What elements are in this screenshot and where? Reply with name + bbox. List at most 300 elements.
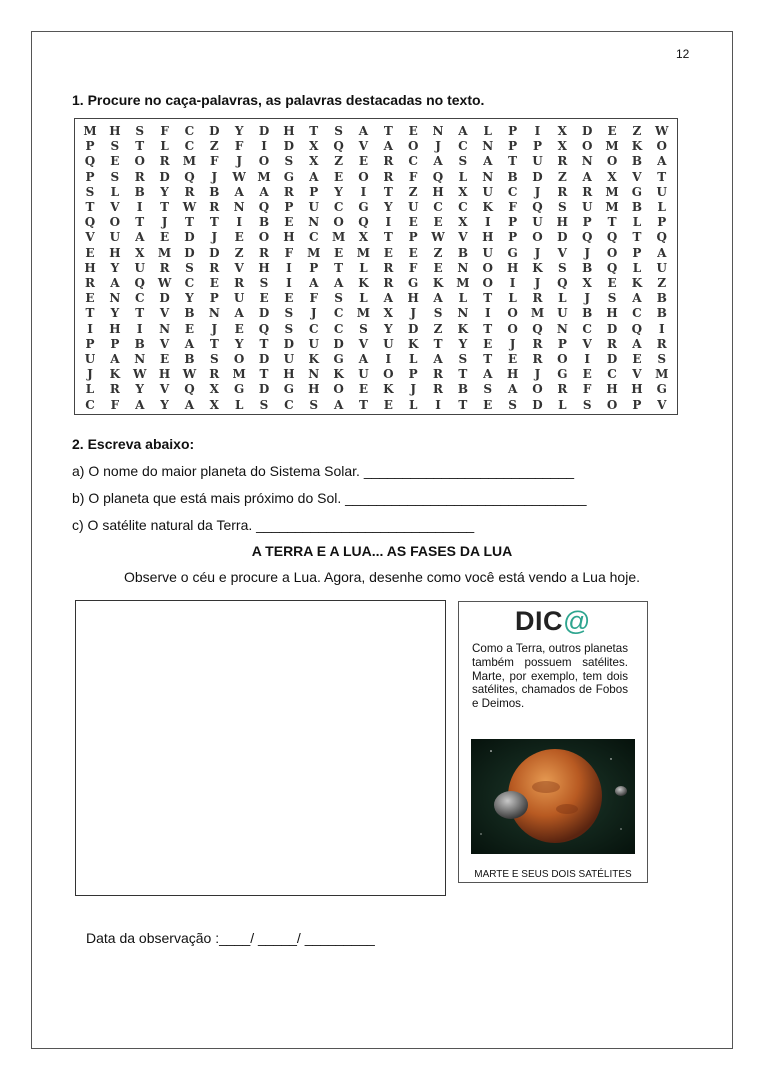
grid-letter[interactable]: O <box>233 352 245 366</box>
grid-letter[interactable]: N <box>109 291 121 306</box>
grid-letter[interactable]: S <box>135 124 145 138</box>
grid-letter[interactable]: O <box>358 169 369 184</box>
grid-letter[interactable]: I <box>360 184 367 199</box>
grid-letter[interactable]: A <box>657 154 667 169</box>
grid-letter[interactable]: G <box>234 382 245 397</box>
grid-letter[interactable]: S <box>458 154 468 169</box>
grid-letter[interactable]: Y <box>234 124 244 138</box>
grid-letter[interactable]: O <box>258 154 270 169</box>
grid-letter[interactable]: W <box>431 230 445 245</box>
grid-letter[interactable]: A <box>333 397 344 412</box>
grid-letter[interactable]: V <box>458 230 468 245</box>
grid-letter[interactable]: R <box>159 154 170 169</box>
grid-letter[interactable]: E <box>607 124 617 138</box>
grid-letter[interactable]: P <box>508 124 518 138</box>
grid-letter[interactable]: T <box>135 215 145 230</box>
grid-letter[interactable]: A <box>259 184 269 199</box>
grid-letter[interactable]: N <box>457 306 469 321</box>
grid-letter[interactable]: T <box>334 260 344 275</box>
grid-letter[interactable]: H <box>158 367 171 382</box>
grid-letter[interactable]: P <box>557 336 567 351</box>
grid-letter[interactable]: P <box>582 215 592 230</box>
grid-letter[interactable]: A <box>135 397 145 412</box>
grid-letter[interactable]: U <box>656 260 667 275</box>
grid-letter[interactable]: O <box>532 382 543 397</box>
grid-letter[interactable]: E <box>234 321 244 336</box>
grid-letter[interactable]: N <box>581 154 593 169</box>
grid-letter[interactable]: O <box>606 397 618 412</box>
grid-letter[interactable]: M <box>257 169 271 184</box>
grid-letter[interactable]: W <box>655 124 669 138</box>
grid-letter[interactable]: L <box>657 200 666 214</box>
grid-letter[interactable]: R <box>607 336 618 351</box>
grid-letter[interactable]: X <box>209 382 219 397</box>
grid-letter[interactable]: J <box>534 276 541 290</box>
grid-letter[interactable]: U <box>532 215 543 230</box>
grid-letter[interactable]: U <box>283 352 295 366</box>
grid-letter[interactable]: G <box>333 352 344 366</box>
grid-letter[interactable]: S <box>85 184 95 199</box>
grid-letter[interactable]: V <box>159 336 170 351</box>
grid-letter[interactable]: D <box>209 245 220 260</box>
grid-letter[interactable]: C <box>458 200 468 214</box>
grid-letter[interactable]: I <box>435 397 441 412</box>
grid-letter[interactable]: E <box>483 397 493 412</box>
grid-letter[interactable]: Y <box>185 291 194 306</box>
grid-letter[interactable]: C <box>433 200 443 214</box>
grid-letter[interactable]: S <box>110 169 120 184</box>
grid-letter[interactable]: H <box>283 124 295 138</box>
grid-letter[interactable]: I <box>261 139 267 154</box>
grid-letter[interactable]: V <box>632 367 642 382</box>
grid-letter[interactable]: E <box>358 154 369 169</box>
grid-letter[interactable]: N <box>457 260 469 275</box>
grid-letter[interactable]: V <box>159 306 170 321</box>
grid-letter[interactable]: F <box>110 397 120 412</box>
grid-letter[interactable]: A <box>110 276 120 290</box>
grid-letter[interactable]: B <box>656 306 667 321</box>
grid-letter[interactable]: J <box>87 367 93 382</box>
grid-letter[interactable]: H <box>407 291 419 306</box>
grid-letter[interactable]: E <box>259 291 269 306</box>
grid-letter[interactable]: B <box>134 184 145 199</box>
grid-letter[interactable]: M <box>83 124 97 138</box>
grid-letter[interactable]: T <box>433 336 443 351</box>
grid-letter[interactable]: I <box>385 215 392 230</box>
grid-letter[interactable]: E <box>408 215 418 230</box>
grid-letter[interactable]: A <box>234 184 244 199</box>
grid-letter[interactable]: Z <box>408 184 418 199</box>
grid-letter[interactable]: R <box>234 276 245 290</box>
grid-letter[interactable]: Q <box>84 215 96 230</box>
grid-letter[interactable]: M <box>655 367 669 382</box>
grid-letter[interactable]: P <box>508 230 518 245</box>
grid-letter[interactable]: R <box>184 184 195 199</box>
grid-letter[interactable]: B <box>631 200 642 214</box>
grid-letter[interactable]: D <box>557 230 568 245</box>
grid-letter[interactable]: X <box>557 139 567 154</box>
grid-letter[interactable]: W <box>157 276 172 290</box>
grid-letter[interactable]: S <box>433 306 443 321</box>
grid-letter[interactable]: G <box>557 367 568 382</box>
grid-letter[interactable]: O <box>482 276 493 290</box>
grid-letter[interactable]: B <box>209 184 220 199</box>
grid-letter[interactable]: Q <box>333 139 344 154</box>
grid-letter[interactable]: E <box>284 215 294 230</box>
grid-letter[interactable]: N <box>432 124 444 138</box>
grid-letter[interactable]: F <box>234 139 244 154</box>
grid-letter[interactable]: J <box>410 306 417 321</box>
grid-letter[interactable]: S <box>309 397 319 412</box>
grid-letter[interactable]: A <box>383 291 393 306</box>
grid-letter[interactable]: S <box>458 352 468 366</box>
grid-letter[interactable]: T <box>259 336 269 351</box>
grid-letter[interactable]: A <box>483 367 493 382</box>
grid-letter[interactable]: I <box>484 215 491 230</box>
grid-letter[interactable]: S <box>334 291 343 306</box>
grid-letter[interactable]: D <box>258 382 270 397</box>
grid-letter[interactable]: N <box>134 352 146 366</box>
grid-letter[interactable]: K <box>407 336 419 351</box>
grid-letter[interactable]: H <box>506 260 519 275</box>
grid-letter[interactable]: A <box>358 124 369 138</box>
grid-letter[interactable]: C <box>458 139 468 154</box>
grid-letter[interactable]: P <box>209 291 219 306</box>
grid-letter[interactable]: A <box>433 291 443 306</box>
grid-letter[interactable]: P <box>408 230 418 245</box>
grid-letter[interactable]: U <box>358 367 369 382</box>
grid-letter[interactable]: C <box>507 184 518 199</box>
grid-letter[interactable]: H <box>283 230 295 245</box>
grid-letter[interactable]: T <box>85 200 95 214</box>
grid-letter[interactable]: H <box>84 260 96 275</box>
grid-letter[interactable]: D <box>159 291 170 306</box>
grid-letter[interactable]: Q <box>581 230 593 245</box>
grid-letter[interactable]: O <box>383 367 394 382</box>
grid-letter[interactable]: I <box>658 321 665 336</box>
grid-letter[interactable]: P <box>508 215 518 230</box>
grid-letter[interactable]: E <box>85 245 95 260</box>
grid-letter[interactable]: Q <box>184 382 195 397</box>
grid-letter[interactable]: P <box>85 169 95 184</box>
grid-letter[interactable]: K <box>432 276 444 290</box>
grid-letter[interactable]: J <box>584 245 591 260</box>
grid-letter[interactable]: L <box>558 397 567 412</box>
grid-letter[interactable]: Y <box>458 336 468 351</box>
grid-letter[interactable]: K <box>631 276 643 290</box>
grid-letter[interactable]: X <box>607 169 617 184</box>
grid-letter[interactable]: A <box>110 352 120 366</box>
grid-letter[interactable]: X <box>582 276 592 290</box>
grid-letter[interactable]: S <box>209 352 219 366</box>
grid-letter[interactable]: A <box>657 245 667 260</box>
grid-letter[interactable]: T <box>85 306 95 321</box>
grid-letter[interactable]: R <box>532 336 543 351</box>
grid-letter[interactable]: T <box>607 215 617 230</box>
grid-letter[interactable]: O <box>606 154 618 169</box>
grid-letter[interactable]: T <box>657 169 667 184</box>
grid-letter[interactable]: O <box>407 139 419 154</box>
grid-letter[interactable]: G <box>283 169 294 184</box>
grid-letter[interactable]: V <box>159 382 170 397</box>
grid-letter[interactable]: E <box>607 276 617 290</box>
grid-letter[interactable]: I <box>136 321 143 336</box>
grid-letter[interactable]: E <box>632 352 642 366</box>
grid-letter[interactable]: R <box>159 260 170 275</box>
grid-letter[interactable]: D <box>283 139 295 154</box>
grid-letter[interactable]: O <box>656 139 667 154</box>
grid-letter[interactable]: P <box>110 336 120 351</box>
grid-letter[interactable]: M <box>456 276 470 290</box>
grid-letter[interactable]: Q <box>606 230 618 245</box>
grid-letter[interactable]: I <box>484 306 491 321</box>
grid-letter[interactable]: V <box>358 336 369 351</box>
grid-letter[interactable]: A <box>358 352 369 366</box>
grid-letter[interactable]: Y <box>234 336 244 351</box>
grid-letter[interactable]: E <box>85 291 95 306</box>
grid-letter[interactable]: Z <box>433 321 443 336</box>
grid-letter[interactable]: M <box>182 154 197 169</box>
grid-letter[interactable]: E <box>358 382 369 397</box>
grid-letter[interactable]: K <box>532 260 543 275</box>
grid-letter[interactable]: E <box>234 230 244 245</box>
grid-letter[interactable]: D <box>258 352 270 366</box>
grid-letter[interactable]: Z <box>632 124 642 138</box>
grid-letter[interactable]: E <box>160 352 170 366</box>
grid-letter[interactable]: E <box>160 230 170 245</box>
grid-letter[interactable]: E <box>508 352 518 366</box>
grid-letter[interactable]: S <box>284 154 294 169</box>
grid-letter[interactable]: V <box>582 336 592 351</box>
grid-letter[interactable]: E <box>408 124 418 138</box>
grid-letter[interactable]: P <box>532 139 542 154</box>
grid-letter[interactable]: M <box>605 184 619 199</box>
grid-letter[interactable]: N <box>482 139 494 154</box>
grid-letter[interactable]: Q <box>358 215 369 230</box>
grid-letter[interactable]: T <box>483 352 493 366</box>
grid-letter[interactable]: I <box>534 124 541 138</box>
grid-letter[interactable]: E <box>383 245 393 260</box>
grid-letter[interactable]: L <box>408 352 418 366</box>
grid-letter[interactable]: H <box>432 184 444 199</box>
grid-letter[interactable]: X <box>557 124 567 138</box>
grid-letter[interactable]: Y <box>384 200 393 214</box>
grid-letter[interactable]: N <box>482 169 494 184</box>
grid-letter[interactable]: J <box>410 382 417 397</box>
grid-letter[interactable]: Q <box>258 200 270 214</box>
grid-letter[interactable]: V <box>358 139 369 154</box>
grid-letter[interactable]: C <box>632 306 642 321</box>
grid-letter[interactable]: F <box>309 291 318 306</box>
grid-letter[interactable]: G <box>408 276 419 290</box>
grid-letter[interactable]: T <box>160 200 170 214</box>
grid-letter[interactable]: I <box>136 200 143 214</box>
grid-letter[interactable]: W <box>182 367 197 382</box>
grid-letter[interactable]: O <box>606 245 618 260</box>
grid-letter[interactable]: V <box>85 230 95 245</box>
grid-letter[interactable]: H <box>109 321 121 336</box>
grid-letter[interactable]: Y <box>160 184 169 199</box>
grid-letter[interactable]: L <box>408 397 418 412</box>
grid-letter[interactable]: E <box>483 336 493 351</box>
grid-letter[interactable]: H <box>258 260 270 275</box>
grid-letter[interactable]: R <box>383 260 394 275</box>
grid-letter[interactable]: R <box>557 154 568 169</box>
grid-letter[interactable]: O <box>507 306 518 321</box>
grid-letter[interactable]: D <box>184 245 195 260</box>
grid-letter[interactable]: V <box>234 260 244 275</box>
grid-letter[interactable]: Z <box>334 154 343 169</box>
grid-letter[interactable]: B <box>582 306 593 321</box>
grid-letter[interactable]: Y <box>135 382 144 397</box>
grid-letter[interactable]: G <box>358 200 369 214</box>
grid-letter[interactable]: N <box>159 321 171 336</box>
grid-letter[interactable]: A <box>582 169 592 184</box>
grid-letter[interactable]: T <box>135 306 145 321</box>
grid-letter[interactable]: T <box>458 367 468 382</box>
grid-letter[interactable]: F <box>508 200 517 214</box>
grid-letter[interactable]: Y <box>384 321 393 336</box>
grid-letter[interactable]: I <box>584 352 590 366</box>
grid-letter[interactable]: X <box>383 306 393 321</box>
grid-letter[interactable]: L <box>110 184 120 199</box>
grid-letter[interactable]: T <box>209 215 219 230</box>
grid-letter[interactable]: G <box>631 184 643 199</box>
grid-letter[interactable]: T <box>483 291 493 306</box>
grid-letter[interactable]: A <box>333 276 344 290</box>
grid-letter[interactable]: L <box>359 291 368 306</box>
grid-letter[interactable]: S <box>483 382 493 397</box>
grid-letter[interactable]: M <box>307 245 321 260</box>
grid-letter[interactable]: B <box>134 336 145 351</box>
grid-letter[interactable]: T <box>483 321 493 336</box>
grid-letter[interactable]: J <box>435 139 441 154</box>
grid-letter[interactable]: C <box>308 230 319 245</box>
grid-letter[interactable]: U <box>557 306 568 321</box>
grid-letter[interactable]: B <box>507 169 518 184</box>
grid-letter[interactable]: B <box>184 306 195 321</box>
grid-letter[interactable]: M <box>232 367 246 382</box>
grid-letter[interactable]: E <box>284 291 294 306</box>
grid-letter[interactable]: E <box>334 245 344 260</box>
grid-letter[interactable]: N <box>233 200 245 214</box>
grid-letter[interactable]: O <box>333 215 344 230</box>
grid-letter[interactable]: L <box>458 169 468 184</box>
grid-letter[interactable]: M <box>356 245 371 260</box>
grid-letter[interactable]: Q <box>432 169 444 184</box>
grid-letter[interactable]: S <box>259 276 269 290</box>
grid-letter[interactable]: H <box>631 382 643 397</box>
grid-letter[interactable]: K <box>631 139 643 154</box>
grid-letter[interactable]: L <box>85 382 95 397</box>
grid-letter[interactable]: R <box>283 184 294 199</box>
grid-letter[interactable]: R <box>433 367 444 382</box>
grid-letter[interactable]: Y <box>110 260 120 275</box>
grid-letter[interactable]: S <box>110 139 120 154</box>
grid-letter[interactable]: B <box>656 291 667 306</box>
grid-letter[interactable]: O <box>507 321 518 336</box>
grid-letter[interactable]: O <box>333 382 344 397</box>
grid-letter[interactable]: R <box>433 382 444 397</box>
grid-letter[interactable]: N <box>308 215 320 230</box>
grid-letter[interactable]: Q <box>656 230 667 245</box>
moon-drawing-area[interactable] <box>75 600 446 896</box>
grid-letter[interactable]: F <box>284 245 294 260</box>
grid-letter[interactable]: R <box>259 245 269 260</box>
grid-letter[interactable]: O <box>557 352 568 366</box>
grid-letter[interactable]: L <box>632 260 642 275</box>
grid-letter[interactable]: A <box>483 154 493 169</box>
grid-letter[interactable]: K <box>457 321 469 336</box>
grid-letter[interactable]: E <box>408 245 418 260</box>
grid-letter[interactable]: R <box>209 367 220 382</box>
grid-letter[interactable]: L <box>508 291 517 306</box>
grid-letter[interactable]: C <box>607 367 617 382</box>
grid-letter[interactable]: D <box>209 124 220 138</box>
grid-letter[interactable]: M <box>605 200 619 214</box>
grid-letter[interactable]: E <box>110 154 120 169</box>
grid-letter[interactable]: S <box>557 260 567 275</box>
grid-letter[interactable]: X <box>309 139 319 154</box>
grid-letter[interactable]: Y <box>110 306 120 321</box>
grid-letter[interactable]: D <box>258 124 270 138</box>
grid-letter[interactable]: D <box>532 397 543 412</box>
grid-letter[interactable]: J <box>211 169 218 184</box>
grid-letter[interactable]: O <box>134 154 145 169</box>
grid-letter[interactable]: M <box>331 230 346 245</box>
grid-letter[interactable]: C <box>582 321 592 336</box>
grid-letter[interactable]: D <box>159 169 170 184</box>
grid-letter[interactable]: K <box>109 367 121 382</box>
grid-letter[interactable]: S <box>284 321 294 336</box>
grid-letter[interactable]: F <box>408 260 418 275</box>
grid-letter[interactable]: N <box>556 321 568 336</box>
grid-letter[interactable]: S <box>582 397 592 412</box>
grid-letter[interactable]: I <box>286 260 292 275</box>
grid-letter[interactable]: A <box>309 276 319 290</box>
grid-letter[interactable]: A <box>184 336 195 351</box>
grid-letter[interactable]: W <box>232 169 246 184</box>
grid-letter[interactable]: D <box>333 336 344 351</box>
grid-letter[interactable]: E <box>383 397 393 412</box>
grid-letter[interactable]: T <box>309 124 319 138</box>
grid-letter[interactable]: R <box>656 336 667 351</box>
grid-letter[interactable]: P <box>632 245 642 260</box>
grid-letter[interactable]: L <box>632 215 642 230</box>
grid-letter[interactable]: P <box>85 336 95 351</box>
grid-letter[interactable]: E <box>209 276 219 290</box>
grid-letter[interactable]: J <box>236 154 242 169</box>
grid-letter[interactable]: A <box>234 306 244 321</box>
grid-letter[interactable]: H <box>109 124 121 138</box>
grid-letter[interactable]: S <box>334 124 343 138</box>
grid-letter[interactable]: A <box>507 382 518 397</box>
grid-letter[interactable]: A <box>433 352 443 366</box>
grid-letter[interactable]: T <box>383 124 393 138</box>
grid-letter[interactable]: V <box>110 200 120 214</box>
grid-letter[interactable]: U <box>109 230 121 245</box>
grid-letter[interactable]: H <box>556 215 568 230</box>
grid-letter[interactable]: J <box>534 245 541 260</box>
grid-letter[interactable]: U <box>482 245 493 260</box>
grid-letter[interactable]: S <box>284 306 294 321</box>
grid-letter[interactable]: M <box>356 306 371 321</box>
grid-letter[interactable]: Y <box>160 397 169 412</box>
grid-letter[interactable]: P <box>309 184 319 199</box>
grid-letter[interactable]: O <box>109 215 121 230</box>
grid-letter[interactable]: O <box>581 139 593 154</box>
grid-letter[interactable]: L <box>160 139 169 154</box>
